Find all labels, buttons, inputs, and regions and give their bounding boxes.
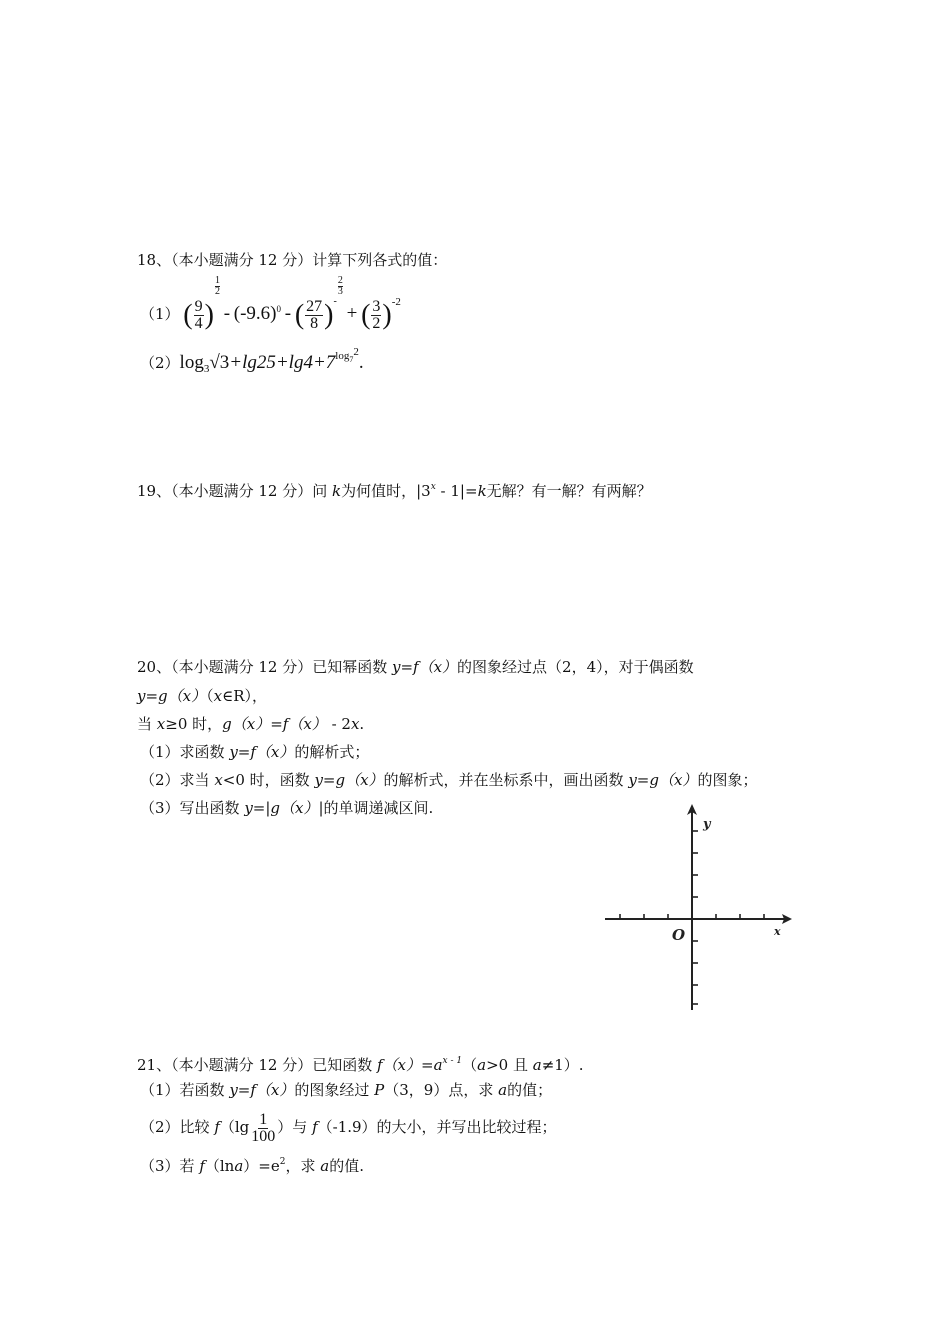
q21-part1: （1）若函数 y=f（x）的图象经过 P（3，9）点，求 a的值； [140,1081,553,1099]
q20-title: 20、（本小题满分 12 分）已知幂函数 y=f（x）的图象经过点（2，4），对于偶函数 [137,658,694,676]
q20-part3: （3）写出函数 y=|g（x）|的单调递减区间. [140,799,434,817]
fraction-9-4: $\frac{9}{4}$ [194,298,203,333]
q20-part1: （1）求函数 y=f（x）的解析式； [140,743,370,761]
q21-title: 21、（本小题满分 12 分）已知函数 $f(x)=a^{x - 1}(a>0$ 且 a≠1）. [137,1056,584,1074]
y-axis-label: y [703,817,711,832]
q20-part2: （2）求当 x<0 时，函数 y=g（x）的解析式，并在坐标系中，画出函数 y=g（x）的图象； [140,771,758,789]
q21-part2: （2）比较 f（lg $\frac{1}{100}$ ）与 f（-1.9）的大小，并写出比较过程； [140,1110,557,1145]
q18-title: 18、（本小题满分 12 分）计算下列各式的值： [137,251,448,269]
q18-part1-label: （1） [140,305,180,323]
origin-label: O [672,926,686,944]
q20-line3: 当 x≥0 时，g（x）=f（x） - 2x. [137,715,365,733]
coordinate-axes [600,802,800,1014]
q21-part3: （3）若 $f(\ln a)=e^2$，求 a的值. [140,1157,364,1175]
q18-part1: （1） ( $\frac{9}{4}$ ) $\frac{1}{2}$ - $(-9.6)^0$ - ( $\frac{27}{8}$ )- $\frac{2}{3}$ + ( $\frac{3}{2}$ )$^{-2}$ [140,275,401,333]
fraction-27-8: $\frac{27}{8}$ [306,298,323,333]
q18-part2: $(2)\log_3√3+\lg 25+\lg 4+7^{log_72}$. [140,346,364,375]
fraction-1-100: $\frac{1}{100}$ [251,1110,276,1145]
q20-line2: y=g（x）（x∈R）， [137,687,267,705]
exponent-half: $\frac{1}{2}$ [214,275,220,297]
q19-title: 19、（本小题满分 12 分）问 k为何值时，|3$^x$ - 1|=k无解？有一解？有两解？ [137,482,652,500]
exponent-two-thirds: $\frac{2}{3}$ [337,275,343,297]
fraction-3-2: $\frac{3}{2}$ [372,298,381,333]
x-axis-label: x [774,925,781,938]
